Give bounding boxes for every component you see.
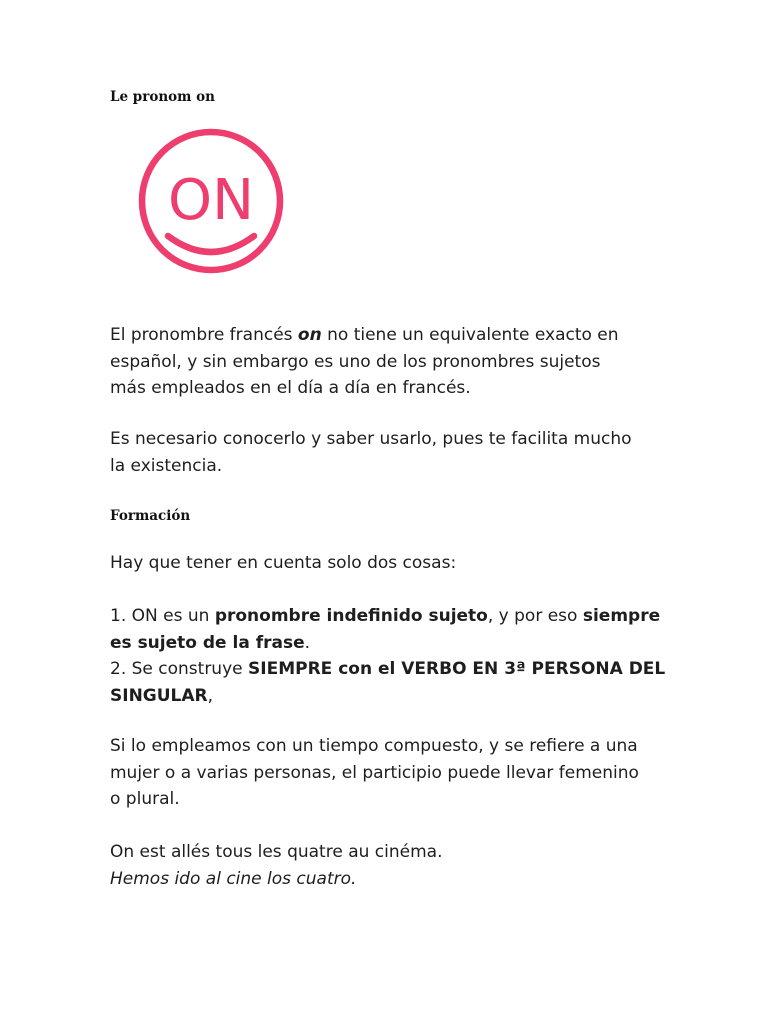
intro-paragraph-2: Es necesario conocerlo y saber usarlo, pues te facilita mucho la existencia. xyxy=(110,429,632,476)
smiley-on-logo-icon xyxy=(123,126,299,276)
rule-item-2-line-1: 2. Se construye SIEMPRE con el VERBO EN 3ª PERSONA DEL xyxy=(110,659,666,679)
compuesto-paragraph: Si lo empleamos con un tiempo compuesto, y se refiere a una mujer o a varias personas, el participio puede llevar femenino o plural. xyxy=(110,736,639,809)
emphasis-on: on xyxy=(297,325,322,345)
section-heading-formacion: Formación xyxy=(110,508,191,524)
intro-line-3: más empleados en el día a día en francés. xyxy=(110,378,471,398)
rule-item-2-line-2: SINGULAR, xyxy=(110,685,214,706)
rule-item-1-line-2: es sujeto de la frase. xyxy=(110,632,311,653)
logo-text: ON xyxy=(168,168,254,233)
page-title: Le pronom on xyxy=(110,89,215,105)
intro-paragraph-1 xyxy=(110,322,619,402)
example-spanish: Hemos ido al cine los cuatro. xyxy=(110,868,357,889)
intro-line-2: español, y sin embargo es uno de los pronombres sujetos xyxy=(110,351,601,372)
formacion-lead: Hay que tener en cuenta solo dos cosas: xyxy=(110,553,457,573)
intro-line-1: El pronombre francés on no tiene un equivalente exacto en xyxy=(110,325,619,345)
rule-list xyxy=(110,603,665,709)
logo-smile xyxy=(168,236,254,252)
example-block xyxy=(110,839,442,892)
rule-item-1-line-1: 1. ON es un pronombre indefinido sujeto, y por eso siempre xyxy=(110,606,661,626)
example-french: On est allés tous les quatre au cinéma. xyxy=(110,842,443,862)
